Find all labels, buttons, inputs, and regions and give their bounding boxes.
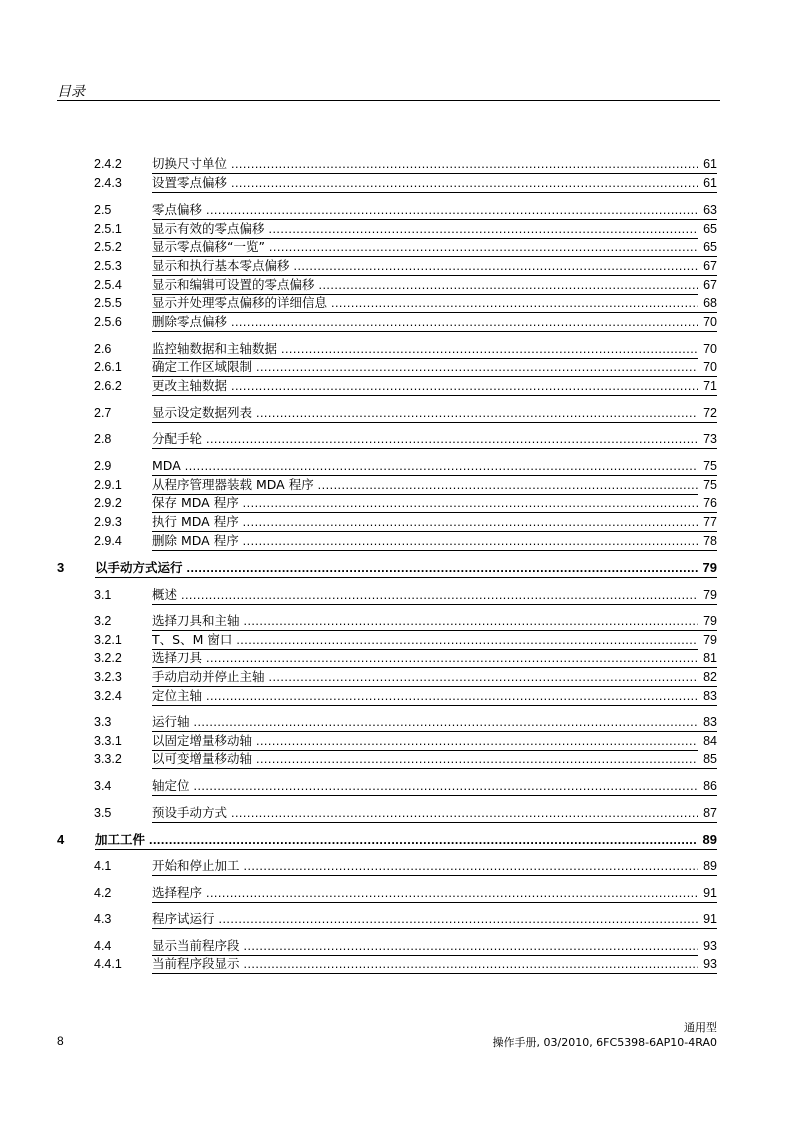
toc-entry-page: 73 bbox=[698, 430, 717, 449]
toc-entry-number: 2.5 bbox=[94, 203, 112, 217]
toc-chapter-entry[interactable] bbox=[0, 831, 793, 849]
toc-entry-number: 2.9 bbox=[94, 459, 112, 473]
toc-entry-title: 显示零点偏移“一览” ..... bbox=[152, 239, 716, 254]
toc-entry-page: 83 bbox=[698, 713, 717, 732]
toc-entry-number: 3.2.1 bbox=[94, 633, 122, 647]
toc-entry[interactable] bbox=[0, 340, 793, 358]
toc-entry-leader bbox=[152, 910, 716, 929]
toc-entry-title: 手动启动并停止主轴 ..... bbox=[152, 669, 716, 684]
toc-entry-leader bbox=[152, 358, 716, 377]
toc-entry-leader bbox=[95, 559, 716, 578]
toc-entry-title: 选择刀具 ..... bbox=[152, 650, 716, 665]
toc-entry-leader bbox=[152, 804, 716, 823]
toc-entry-title: 预设手动方式 ..... bbox=[152, 805, 716, 820]
toc-entry-number: 2.6 bbox=[94, 342, 112, 356]
toc-entry-leader bbox=[152, 937, 716, 956]
toc-entry[interactable] bbox=[0, 804, 793, 822]
toc-entry-leader bbox=[152, 404, 716, 423]
toc-entry-number: 2.5.2 bbox=[94, 240, 122, 254]
toc-entry-title: 概述 ..... bbox=[152, 587, 716, 602]
toc-entry-number: 3.1 bbox=[94, 588, 112, 602]
toc-entry-number: 3.5 bbox=[94, 806, 112, 820]
toc-entry[interactable] bbox=[0, 238, 793, 256]
toc-entry-leader bbox=[152, 612, 716, 631]
toc-entry-leader bbox=[152, 687, 716, 706]
toc-entry-leader bbox=[152, 476, 716, 495]
toc-entry[interactable] bbox=[0, 777, 793, 795]
toc-entry-page: 87 bbox=[698, 804, 717, 823]
toc-entry[interactable] bbox=[0, 910, 793, 928]
toc-entry[interactable] bbox=[0, 494, 793, 512]
toc-entry-title: 零点偏移 ..... bbox=[152, 202, 716, 217]
toc-entry[interactable] bbox=[0, 857, 793, 875]
toc-entry-number: 2.5.3 bbox=[94, 259, 122, 273]
toc-entry[interactable] bbox=[0, 668, 793, 686]
toc-entry-number: 2.6.2 bbox=[94, 379, 122, 393]
toc-entry-title: 程序试运行 ..... bbox=[152, 911, 716, 926]
toc-entry[interactable] bbox=[0, 713, 793, 731]
toc-entry-leader bbox=[152, 649, 716, 668]
toc-entry[interactable] bbox=[0, 513, 793, 531]
toc-entry-title: 更改主轴数据 ..... bbox=[152, 378, 716, 393]
toc-entry-page: 76 bbox=[698, 494, 717, 513]
toc-entry-title: 以固定增量移动轴 ..... bbox=[152, 733, 716, 748]
toc-entry-title: 轴定位 ..... bbox=[152, 778, 716, 793]
toc-entry-number: 3.3 bbox=[94, 715, 112, 729]
toc-entry-number: 2.6.1 bbox=[94, 360, 122, 374]
toc-entry-page: 70 bbox=[698, 340, 717, 359]
toc-entry-title: 显示有效的零点偏移 ..... bbox=[152, 221, 716, 236]
toc-entry-title: 分配手轮 ..... bbox=[152, 431, 716, 446]
toc-entry[interactable] bbox=[0, 476, 793, 494]
toc-entry-title: 确定工作区域限制 ..... bbox=[152, 359, 716, 374]
toc-entry-title: 加工工件 ..... bbox=[95, 832, 716, 847]
toc-entry-leader bbox=[152, 430, 716, 449]
toc-entry-number: 2.4.3 bbox=[94, 176, 122, 190]
toc-entry-number: 3.3.1 bbox=[94, 734, 122, 748]
toc-entry-leader bbox=[152, 631, 716, 650]
toc-entry-page: 79 bbox=[698, 631, 717, 650]
toc-entry-title: 保存 MDA 程序 ..... bbox=[152, 495, 716, 510]
toc-entry[interactable] bbox=[0, 276, 793, 294]
toc-entry[interactable] bbox=[0, 430, 793, 448]
toc-entry-leader bbox=[152, 201, 716, 220]
toc-entry[interactable] bbox=[0, 220, 793, 238]
toc-entry-page: 63 bbox=[698, 201, 717, 220]
toc-entry-number: 4.1 bbox=[94, 859, 112, 873]
toc-entry-leader bbox=[152, 377, 716, 396]
toc-entry-title: 以可变增量移动轴 ..... bbox=[152, 751, 716, 766]
toc-entry-leader bbox=[152, 457, 716, 476]
toc-entry-title: 删除 MDA 程序 ..... bbox=[152, 533, 716, 548]
toc-entry-page: 91 bbox=[698, 884, 717, 903]
toc-entry[interactable] bbox=[0, 404, 793, 422]
toc-entry-page: 93 bbox=[698, 937, 717, 956]
toc-entry-leader bbox=[152, 713, 716, 732]
page-number: 8 bbox=[57, 1034, 64, 1048]
toc-entry-leader bbox=[152, 294, 716, 313]
toc-entry-number: 3.2.3 bbox=[94, 670, 122, 684]
toc-entry-page: 65 bbox=[698, 220, 717, 239]
toc-entry-title: 当前程序段显示 ..... bbox=[152, 956, 716, 971]
toc-entry[interactable] bbox=[0, 732, 793, 750]
toc-entry-number: 4.2 bbox=[94, 886, 112, 900]
toc-entry-page: 86 bbox=[698, 777, 717, 796]
toc-entry-title: T、S、M 窗口 ..... bbox=[152, 632, 716, 647]
toc-entry-page: 71 bbox=[698, 377, 717, 396]
toc-entry-leader bbox=[152, 668, 716, 687]
toc-entry-leader bbox=[152, 884, 716, 903]
toc-entry-page: 78 bbox=[698, 532, 717, 551]
toc-entry-title: 设置零点偏移 ..... bbox=[152, 175, 716, 190]
toc-entry-leader bbox=[152, 777, 716, 796]
toc-entry-title: 选择刀具和主轴 ..... bbox=[152, 613, 716, 628]
toc-entry-page: 70 bbox=[698, 313, 717, 332]
toc-entry[interactable] bbox=[0, 649, 793, 667]
toc-entry-title: MDA ..... bbox=[152, 458, 716, 473]
toc-entry[interactable] bbox=[0, 155, 793, 173]
toc-entry[interactable] bbox=[0, 358, 793, 376]
toc-entry-page: 79 bbox=[698, 586, 717, 605]
toc-entry-title: 显示和编辑可设置的零点偏移 ..... bbox=[152, 277, 716, 292]
toc-entry-leader bbox=[152, 155, 716, 174]
toc-entry-page: 75 bbox=[698, 457, 717, 476]
toc-entry[interactable] bbox=[0, 586, 793, 604]
toc-entry-title: 运行轴 ..... bbox=[152, 714, 716, 729]
toc-entry-page: 68 bbox=[698, 294, 717, 313]
toc-entry-leader bbox=[152, 532, 716, 551]
toc-entry[interactable] bbox=[0, 612, 793, 630]
toc-entry-page: 79 bbox=[698, 559, 717, 578]
toc-entry-page: 77 bbox=[698, 513, 717, 532]
toc-entry-page: 83 bbox=[698, 687, 717, 706]
toc-entry-page: 81 bbox=[698, 649, 717, 668]
toc-entry[interactable] bbox=[0, 174, 793, 192]
toc-entry-leader bbox=[152, 257, 716, 276]
toc-entry-number: 2.5.1 bbox=[94, 222, 122, 236]
toc-entry-title: 以手动方式运行 ..... bbox=[95, 560, 716, 575]
toc-entry-number: 3.2 bbox=[94, 614, 112, 628]
toc-entry-page: 91 bbox=[698, 910, 717, 929]
footer-manual-info: 操作手册, 03/2010, 6FC5398-6AP10-4RA0 bbox=[492, 1036, 717, 1049]
toc-entry-title: 选择程序 ..... bbox=[152, 885, 716, 900]
toc-entry-page: 84 bbox=[698, 732, 717, 751]
footer-edition: 通用型 bbox=[684, 1021, 717, 1034]
toc-entry-number: 2.9.4 bbox=[94, 534, 122, 548]
toc-entry-title: 显示设定数据列表 ..... bbox=[152, 405, 716, 420]
toc-entry-page: 61 bbox=[698, 174, 717, 193]
toc-entry-page: 85 bbox=[698, 750, 717, 769]
toc-entry[interactable] bbox=[0, 687, 793, 705]
toc-entry-leader bbox=[152, 513, 716, 532]
toc-entry[interactable] bbox=[0, 750, 793, 768]
toc-entry-number: 4.3 bbox=[94, 912, 112, 926]
toc-entry[interactable] bbox=[0, 257, 793, 275]
toc-entry[interactable] bbox=[0, 294, 793, 312]
toc-entry-number: 4 bbox=[57, 832, 65, 847]
toc-entry-title: 显示当前程序段 ..... bbox=[152, 938, 716, 953]
running-header: 目录 bbox=[57, 84, 85, 100]
toc-entry-title: 切换尺寸单位 ..... bbox=[152, 156, 716, 171]
toc-entry-number: 2.5.4 bbox=[94, 278, 122, 292]
toc-entry-number: 2.4.2 bbox=[94, 157, 122, 171]
toc-entry-number: 3.2.2 bbox=[94, 651, 122, 665]
toc-entry-number: 4.4 bbox=[94, 939, 112, 953]
toc-entry-number: 3.4 bbox=[94, 779, 112, 793]
toc-entry-number: 2.7 bbox=[94, 406, 112, 420]
toc-entry-title: 监控轴数据和主轴数据 ..... bbox=[152, 341, 716, 356]
toc-entry-number: 2.5.6 bbox=[94, 315, 122, 329]
toc-entry-page: 65 bbox=[698, 238, 717, 257]
toc-entry-number: 2.9.3 bbox=[94, 515, 122, 529]
toc-entry-leader bbox=[152, 955, 716, 974]
toc-entry-leader bbox=[152, 586, 716, 605]
toc-entry-number: 4.4.1 bbox=[94, 957, 122, 971]
toc-entry-number: 2.9.1 bbox=[94, 478, 122, 492]
toc-entry-title: 定位主轴 ..... bbox=[152, 688, 716, 703]
toc-entry-title: 从程序管理器装载 MDA 程序 ..... bbox=[152, 477, 716, 492]
toc-entry-leader bbox=[95, 831, 716, 850]
toc-entry-number: 3 bbox=[57, 560, 65, 575]
toc-entry-leader bbox=[152, 732, 716, 751]
toc-entry-leader bbox=[152, 750, 716, 769]
toc-entry-page: 75 bbox=[698, 476, 717, 495]
toc-entry[interactable] bbox=[0, 201, 793, 219]
toc-entry-leader bbox=[152, 220, 716, 239]
toc-entry-page: 67 bbox=[698, 276, 717, 295]
toc-entry[interactable] bbox=[0, 955, 793, 973]
toc-entry-page: 79 bbox=[698, 612, 717, 631]
toc-entry[interactable] bbox=[0, 313, 793, 331]
toc-entry-number: 2.5.5 bbox=[94, 296, 122, 310]
toc-entry-leader bbox=[152, 857, 716, 876]
toc-entry-number: 2.9.2 bbox=[94, 496, 122, 510]
toc-entry-leader bbox=[152, 238, 716, 257]
toc-entry-page: 70 bbox=[698, 358, 717, 377]
toc-entry-page: 61 bbox=[698, 155, 717, 174]
toc-entry[interactable] bbox=[0, 884, 793, 902]
toc-entry-leader bbox=[152, 276, 716, 295]
toc-entry[interactable] bbox=[0, 532, 793, 550]
toc-entry[interactable] bbox=[0, 457, 793, 475]
toc-entry[interactable] bbox=[0, 937, 793, 955]
toc-entry-page: 67 bbox=[698, 257, 717, 276]
toc-entry-page: 72 bbox=[698, 404, 717, 423]
toc-entry-page: 89 bbox=[698, 831, 717, 850]
toc-entry-page: 89 bbox=[698, 857, 717, 876]
toc-entry[interactable] bbox=[0, 377, 793, 395]
toc-chapter-entry[interactable] bbox=[0, 559, 793, 577]
toc-entry-number: 2.8 bbox=[94, 432, 112, 446]
toc-entry-number: 3.2.4 bbox=[94, 689, 122, 703]
toc-entry[interactable] bbox=[0, 631, 793, 649]
toc-entry-page: 82 bbox=[698, 668, 717, 687]
toc-entry-leader bbox=[152, 313, 716, 332]
toc-entry-title: 开始和停止加工 ..... bbox=[152, 858, 716, 873]
toc-entry-page: 93 bbox=[698, 955, 717, 974]
toc-entry-title: 删除零点偏移 ..... bbox=[152, 314, 716, 329]
toc-entry-number: 3.3.2 bbox=[94, 752, 122, 766]
toc-entry-leader bbox=[152, 494, 716, 513]
toc-entry-title: 显示并处理零点偏移的详细信息 ..... bbox=[152, 295, 716, 310]
toc-entry-title: 显示和执行基本零点偏移 ..... bbox=[152, 258, 716, 273]
toc-entry-title: 执行 MDA 程序 ..... bbox=[152, 514, 716, 529]
toc-entry-leader bbox=[152, 174, 716, 193]
toc-entry-leader bbox=[152, 340, 716, 359]
